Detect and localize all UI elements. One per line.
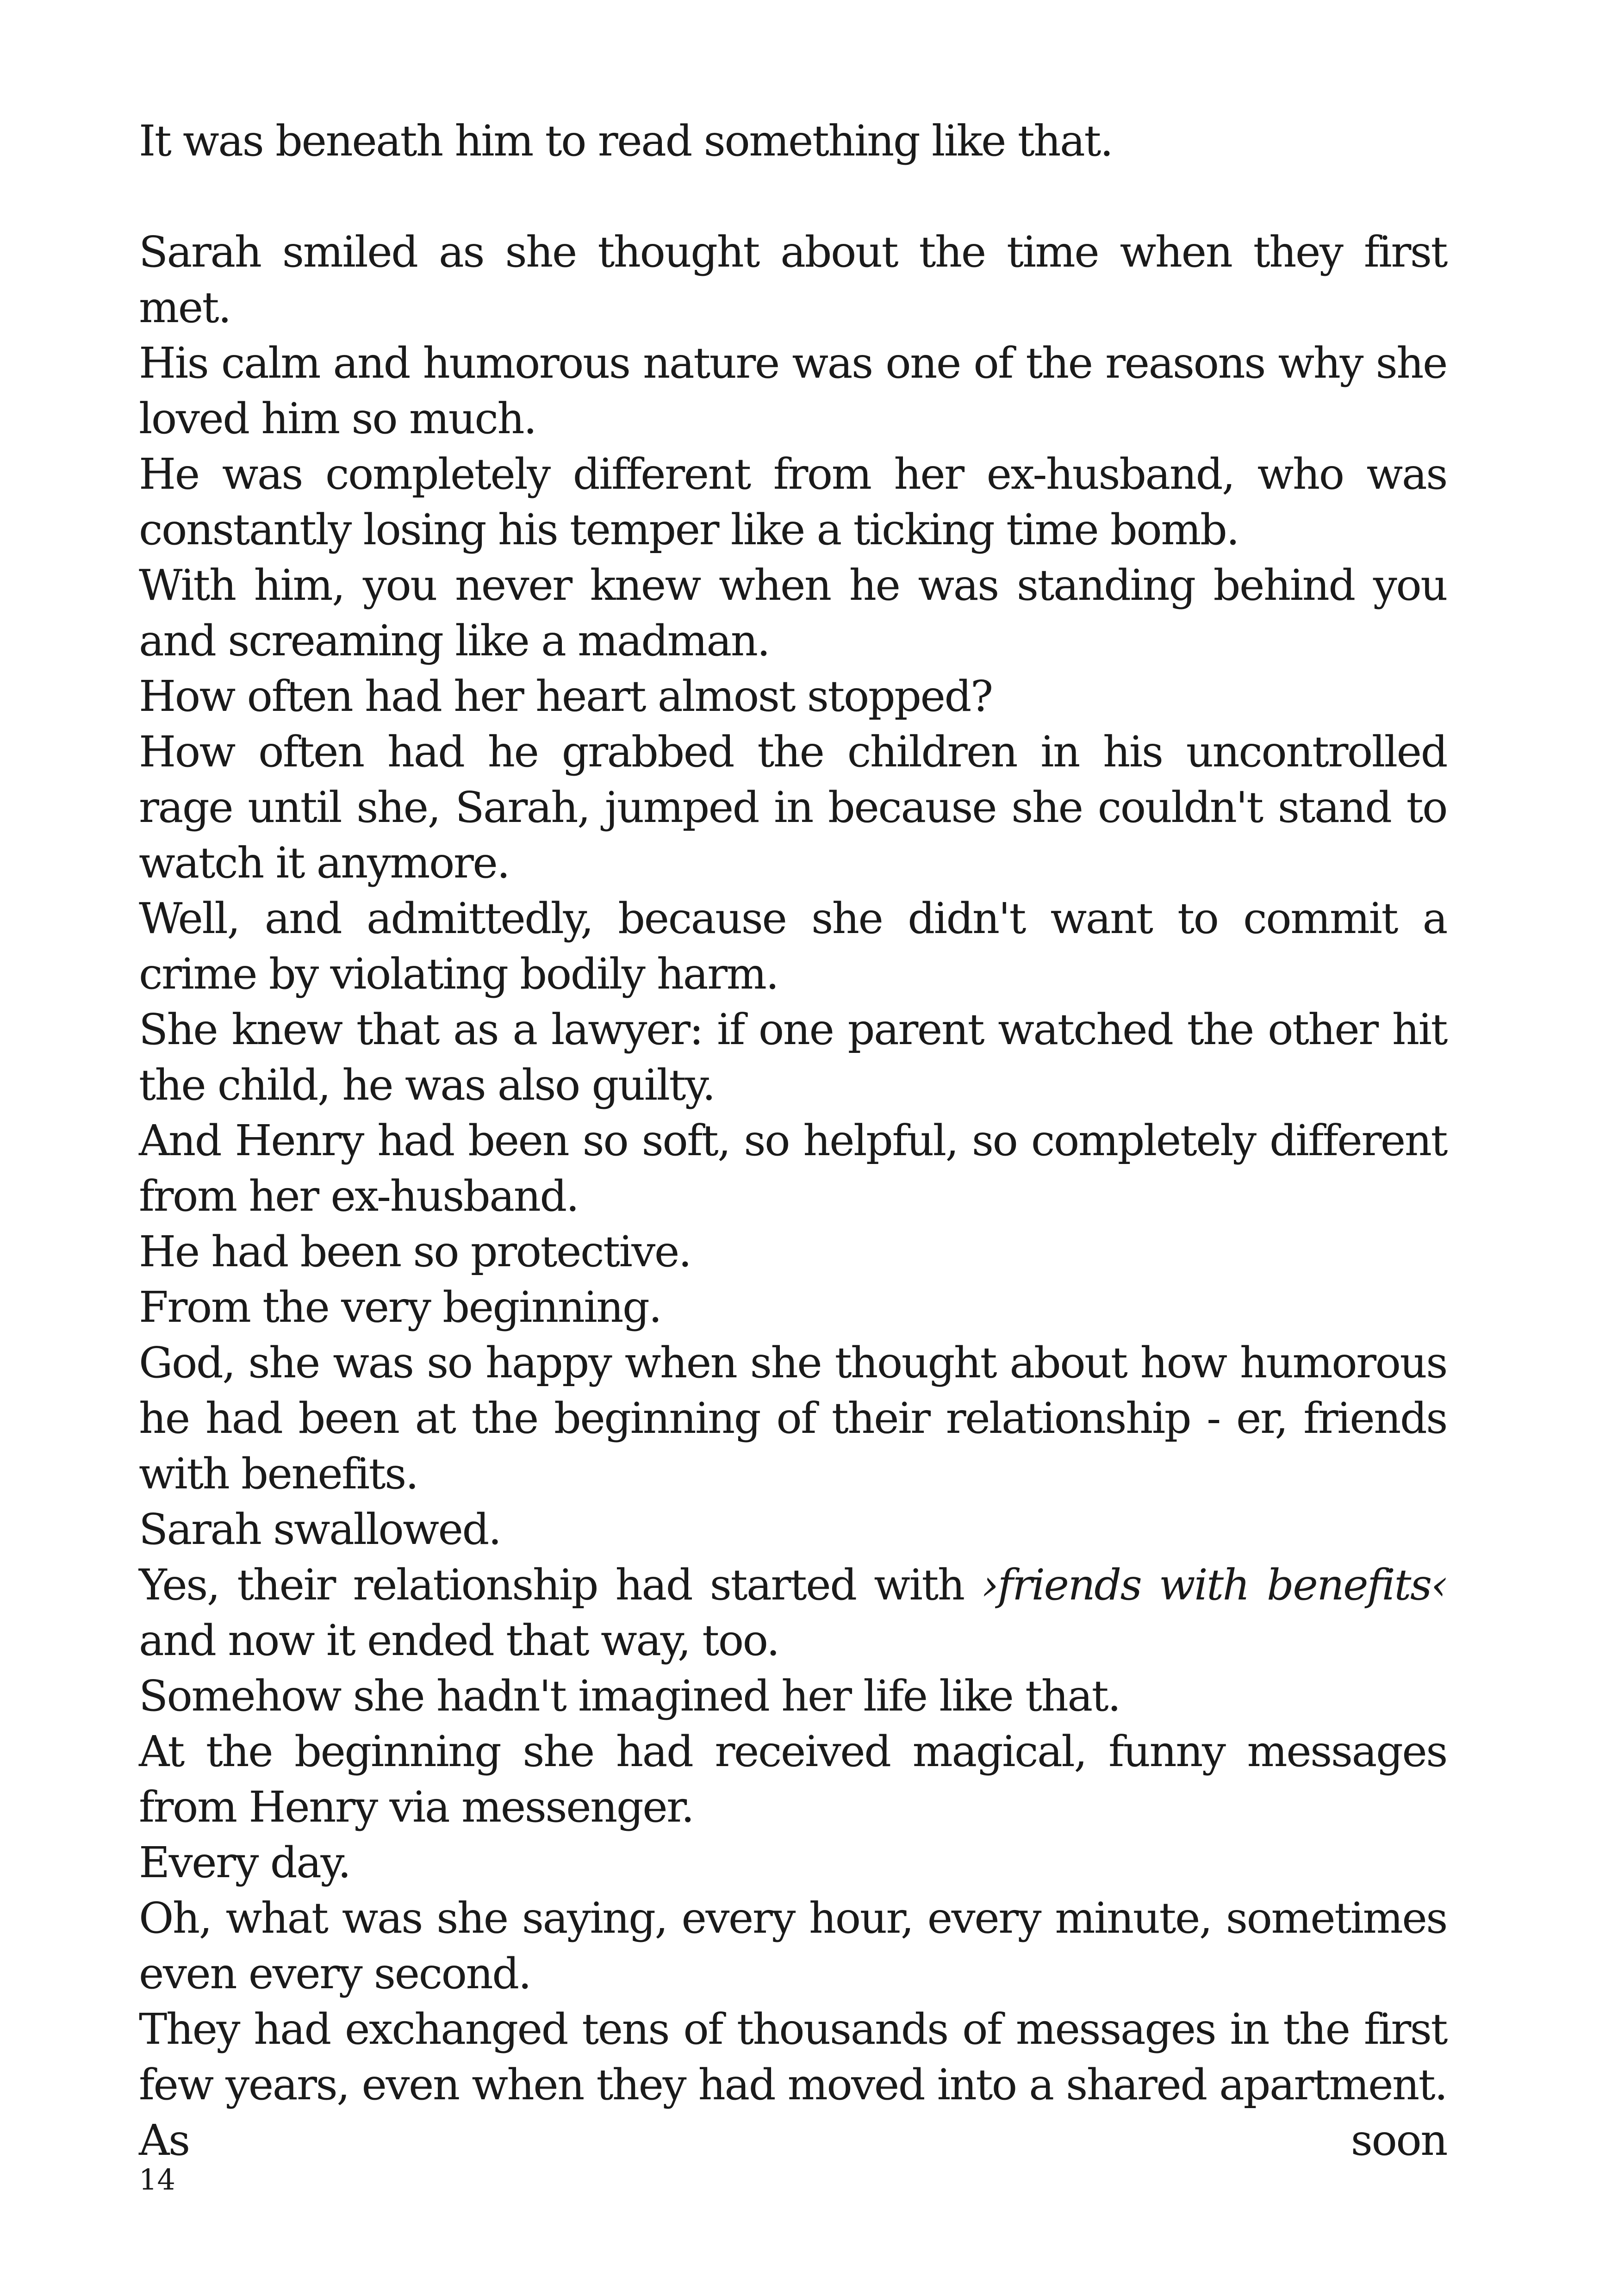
page-number: 14 <box>139 2163 175 2196</box>
paragraph: Somehow she hadn't imagined her life like that. <box>139 1671 1120 1721</box>
paragraph: God, she was so happy when she thought about how humorous he had been at the beginning of their relationship - er, friends with benefits. <box>139 1338 1447 1499</box>
paragraph: She knew that as a lawyer: if one parent watched the other hit the child, he was also guilty. <box>139 1005 1447 1110</box>
paragraph: Sarah smiled as she thought about the time when they first met. <box>139 227 1447 332</box>
paragraph: It was beneath him to read something like that. <box>139 116 1113 166</box>
paragraph-continued: They had exchanged tens of thousands of messages in the first few years, even when they had moved into a shared apartment. As soon <box>139 2004 1447 2165</box>
paragraph: How often had her heart almost stopped? <box>139 672 992 721</box>
paragraph: Sarah swallowed. <box>139 1505 501 1554</box>
paragraph: He was completely different from her ex-husband, who was constantly losing his temper like a ticking time bomb. <box>139 449 1447 554</box>
book-page-text <box>139 113 1447 2168</box>
paragraph: From the very beginning. <box>139 1282 661 1332</box>
paragraph: With him, you never knew when he was standing behind you and screaming like a madman. <box>139 560 1447 666</box>
paragraph-with-quote <box>139 1557 1447 1668</box>
quoted-phrase: ›friends with benefits‹ <box>982 1560 1447 1610</box>
paragraph: Oh, what was she saying, every hour, every minute, sometimes even every second. <box>139 1893 1447 1998</box>
quote-text-before: Yes, their relationship had started with <box>139 1560 982 1610</box>
blank-line <box>139 169 1447 224</box>
paragraph: Every day. <box>139 1838 350 1887</box>
paragraph: How often had he grabbed the children in his uncontrolled rage until she, Sarah, jumped in because she couldn't stand to watch it anymore. <box>139 727 1447 888</box>
paragraph: And Henry had been so soft, so helpful, so completely different from her ex-husband. <box>139 1116 1447 1221</box>
paragraph: He had been so protective. <box>139 1227 691 1276</box>
paragraph: His calm and humorous nature was one of the reasons why she loved him so much. <box>139 338 1447 443</box>
paragraph: Well, and admittedly, because she didn't want to commit a crime by violating bodily harm. <box>139 894 1447 999</box>
paragraph: At the beginning she had received magical, funny messages from Henry via messenger. <box>139 1727 1447 1832</box>
quote-text-after: and now it ended that way, too. <box>139 1616 779 1665</box>
